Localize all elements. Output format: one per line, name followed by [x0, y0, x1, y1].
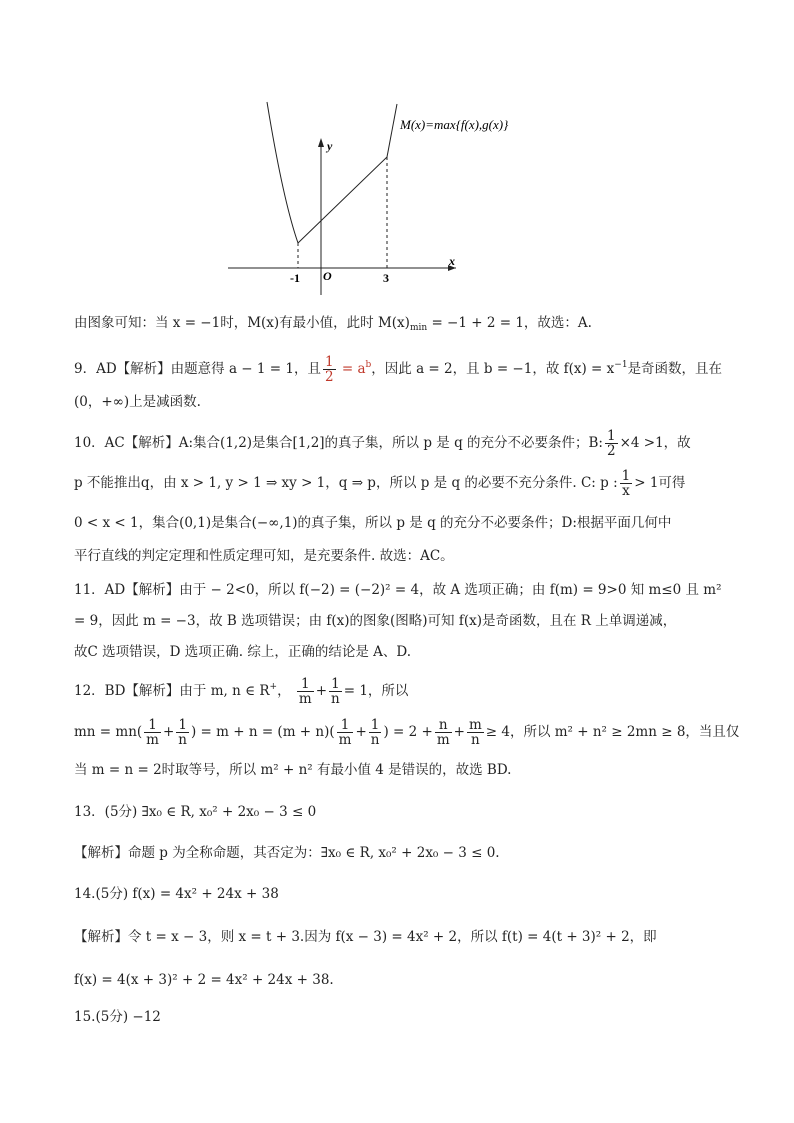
y-axis-label: y	[327, 139, 333, 153]
curve-parabola-right	[387, 104, 397, 157]
q9-line1: 9．AD【解析】由题意得 a − 1 = 1，且 $\frac{1}{2}$ = $a^b$，因此 a = 2，且 b = −1，故 $f(x) = x^{-1}$是奇函数，且在	[74, 354, 723, 385]
q13-answer: 13．(5分) ∃x₀ ∈ R, x₀² + 2x₀ − 3 ≤ 0	[74, 804, 317, 820]
tick-3: 3	[383, 271, 389, 285]
x-axis-label: x	[449, 254, 455, 268]
q15-answer: 15.(5分) −12	[74, 1009, 161, 1025]
graph-conclusion: 由图象可知：当 x = −1时，M(x)有最小值，此时 $M(x)_{min} = -1 + 2 = 1$，故选：A.	[74, 315, 592, 333]
q11-line3: 故C 选项错误，D 选项正确. 综上，正确的结论是 A、D.	[74, 644, 411, 660]
q11-line1: 11．AD【解析】由于 − 2<0，所以 f(−2) = (−2)² = 4，故 A 选项正确；由 f(m) = 9>0 知 m≤0 且 m²	[74, 582, 722, 598]
q10-line2: p 不能推出q，由 x > 1, y > 1 ⇒ xy > 1，q ⇒ p，所以 p 是 q 的必要不充分条件. C: p : $\frac{1}{x}$ > 1可得	[74, 468, 686, 499]
q14-answer: 14.(5分) f(x) = 4x² + 24x + 38	[74, 886, 279, 902]
q13-explanation: 【解析】命题 p 为全称命题，其否定为：∃x₀ ∈ R, x₀² + 2x₀ − 3 ≤ 0.	[74, 845, 500, 861]
curve-line-segment	[298, 157, 387, 243]
q11-line2: = 9，因此 m = −3，故 B 选项错误；由 f(x)的图象(图略)可知 f(x)是奇函数，且在 R 上单调递减，	[74, 613, 677, 629]
q10-line3: 0 < x < 1，集合(0,1)是集合(−∞,1)的真子集，所以 p 是 q 的充分不必要条件；D:根据平面几何中	[74, 515, 672, 531]
q10-line1: 10．AC【解析】A:集合(1,2)是集合[1,2]的真子集，所以 p 是 q 的充分不必要条件；B: $\frac{1}{2}$ ×4 >1，故	[74, 428, 691, 459]
q14-explanation-line1: 【解析】令 t = x − 3，则 x = t + 3.因为 f(x − 3) = 4x² + 2，所以 f(t) = 4(t + 3)² + 2，即	[74, 929, 657, 945]
origin-label: O	[323, 269, 332, 283]
curve-label: M(x)=max{f(x),g(x)}	[400, 117, 509, 132]
function-graph	[0, 0, 794, 310]
y-axis-arrow	[318, 138, 324, 147]
tick-neg1: -1	[290, 271, 300, 285]
q12-line2: mn = mn( $\frac{1}{m}$ + $\frac{1}{n}$ ) = m + n = (m + n)( $\frac{1}{m}$ + $\frac{1}{n}$ ) = 2 + $\frac{n}{m}$ + $\frac{m}{n}$ ≥ 4，所以 m² + n² ≥ 2mn ≥ 8，当且仅	[74, 717, 740, 748]
q12-line1: 12．BD【解析】由于 m, n ∈ R+， $\frac{1}{m}$ + $\frac{1}{n}$ = 1，所以	[74, 676, 409, 707]
q14-explanation-line2: f(x) = 4(x + 3)² + 2 = 4x² + 24x + 38.	[74, 972, 334, 988]
curve-parabola-left	[267, 102, 298, 243]
q12-line3: 当 m = n = 2时取等号，所以 m² + n² 有最小值 4 是错误的，故选 BD.	[74, 762, 512, 778]
q9-line2: (0，+∞)上是减函数.	[74, 394, 201, 410]
q10-line4: 平行直线的判定定理和性质定理可知，是充要条件. 故选：AC。	[74, 548, 454, 564]
